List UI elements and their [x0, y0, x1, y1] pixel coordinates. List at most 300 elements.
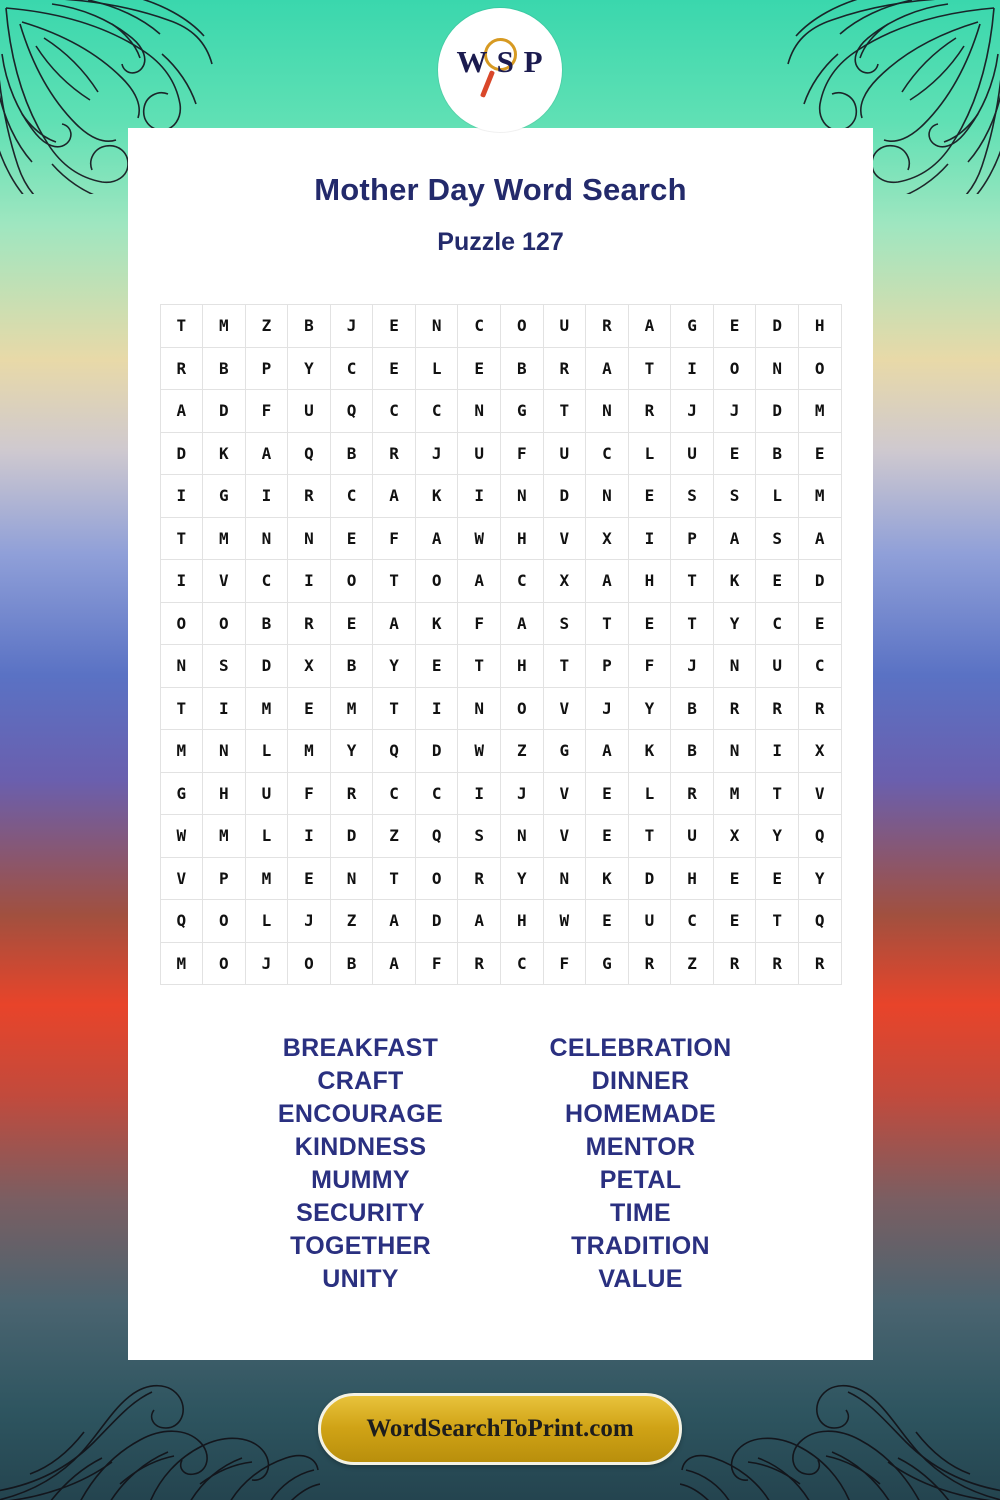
- grid-cell[interactable]: Q: [160, 900, 203, 943]
- puzzle-sheet: [128, 128, 873, 1360]
- grid-cell[interactable]: T: [586, 602, 629, 645]
- grid-cell[interactable]: E: [756, 560, 799, 603]
- grid-cell[interactable]: D: [245, 645, 288, 688]
- grid-cell[interactable]: R: [798, 687, 841, 730]
- grid-row: [160, 815, 841, 858]
- grid-cell[interactable]: X: [798, 730, 841, 773]
- grid-cell[interactable]: M: [288, 730, 331, 773]
- grid-cell[interactable]: S: [543, 602, 586, 645]
- corner-flourish-bottom-left: [0, 1344, 320, 1500]
- grid-cell[interactable]: N: [458, 687, 501, 730]
- grid-cell[interactable]: V: [543, 815, 586, 858]
- grid-cell[interactable]: C: [501, 942, 544, 985]
- grid-cell[interactable]: O: [288, 942, 331, 985]
- grid-cell[interactable]: S: [713, 475, 756, 518]
- grid-cell[interactable]: O: [203, 602, 246, 645]
- grid-cell[interactable]: N: [543, 857, 586, 900]
- grid-cell[interactable]: W: [458, 517, 501, 560]
- grid-cell[interactable]: I: [160, 475, 203, 518]
- grid-cell[interactable]: A: [458, 560, 501, 603]
- grid-cell[interactable]: L: [628, 772, 671, 815]
- grid-cell[interactable]: E: [713, 900, 756, 943]
- grid-cell[interactable]: E: [288, 857, 331, 900]
- grid-cell[interactable]: M: [203, 305, 246, 348]
- grid-cell[interactable]: B: [245, 602, 288, 645]
- grid-row: [160, 517, 841, 560]
- grid-cell[interactable]: G: [160, 772, 203, 815]
- grid-cell[interactable]: F: [458, 602, 501, 645]
- grid-cell[interactable]: Y: [288, 347, 331, 390]
- word-list-item[interactable]: VALUE: [598, 1265, 683, 1293]
- grid-cell[interactable]: A: [713, 517, 756, 560]
- word-list-item[interactable]: DINNER: [591, 1067, 690, 1095]
- grid-cell[interactable]: L: [245, 900, 288, 943]
- grid-cell[interactable]: D: [543, 475, 586, 518]
- grid-cell[interactable]: J: [501, 772, 544, 815]
- grid-cell[interactable]: T: [373, 687, 416, 730]
- grid-cell[interactable]: E: [373, 305, 416, 348]
- grid-cell[interactable]: I: [671, 347, 714, 390]
- site-url-badge[interactable]: [318, 1393, 682, 1465]
- grid-cell[interactable]: C: [245, 560, 288, 603]
- grid-cell[interactable]: C: [586, 432, 629, 475]
- grid-cell[interactable]: T: [756, 772, 799, 815]
- grid-cell[interactable]: G: [543, 730, 586, 773]
- grid-cell[interactable]: R: [458, 857, 501, 900]
- grid-cell[interactable]: F: [543, 942, 586, 985]
- grid-cell[interactable]: E: [415, 645, 458, 688]
- grid-cell[interactable]: X: [586, 517, 629, 560]
- word-list-item[interactable]: CRAFT: [317, 1067, 404, 1095]
- word-list-item[interactable]: HOMEMADE: [564, 1100, 716, 1128]
- grid-cell[interactable]: C: [501, 560, 544, 603]
- grid-cell[interactable]: R: [543, 347, 586, 390]
- grid-cell[interactable]: I: [458, 475, 501, 518]
- grid-cell[interactable]: J: [415, 432, 458, 475]
- word-list-column-2: [501, 1032, 781, 1296]
- grid-cell[interactable]: T: [160, 517, 203, 560]
- grid-cell[interactable]: B: [330, 645, 373, 688]
- grid-cell[interactable]: N: [245, 517, 288, 560]
- grid-cell[interactable]: E: [586, 900, 629, 943]
- grid-cell[interactable]: H: [203, 772, 246, 815]
- grid-cell[interactable]: C: [756, 602, 799, 645]
- grid-cell[interactable]: F: [628, 645, 671, 688]
- grid-cell[interactable]: E: [798, 602, 841, 645]
- grid-cell[interactable]: P: [203, 857, 246, 900]
- grid-cell[interactable]: N: [288, 517, 331, 560]
- grid-cell[interactable]: P: [586, 645, 629, 688]
- word-list-item[interactable]: SECURITY: [296, 1199, 425, 1227]
- grid-cell[interactable]: M: [160, 942, 203, 985]
- grid-cell[interactable]: O: [330, 560, 373, 603]
- grid-cell[interactable]: O: [203, 942, 246, 985]
- grid-cell[interactable]: W: [160, 815, 203, 858]
- grid-cell[interactable]: V: [203, 560, 246, 603]
- grid-cell[interactable]: H: [628, 560, 671, 603]
- grid-cell[interactable]: F: [501, 432, 544, 475]
- grid-cell[interactable]: O: [798, 347, 841, 390]
- grid-cell[interactable]: I: [458, 772, 501, 815]
- word-list-item[interactable]: TIME: [610, 1199, 671, 1227]
- grid-cell[interactable]: A: [586, 560, 629, 603]
- word-list-item[interactable]: UNITY: [322, 1265, 399, 1293]
- grid-row: [160, 900, 841, 943]
- grid-cell[interactable]: N: [501, 815, 544, 858]
- grid-cell[interactable]: E: [586, 772, 629, 815]
- grid-cell[interactable]: E: [798, 432, 841, 475]
- word-list-item[interactable]: TRADITION: [571, 1232, 710, 1260]
- grid-cell[interactable]: X: [288, 645, 331, 688]
- grid-cell[interactable]: A: [373, 475, 416, 518]
- grid-cell[interactable]: Y: [713, 602, 756, 645]
- grid-cell[interactable]: A: [586, 347, 629, 390]
- word-list-item[interactable]: KINDNESS: [294, 1133, 427, 1161]
- grid-cell[interactable]: F: [288, 772, 331, 815]
- word-list-item[interactable]: TOGETHER: [290, 1232, 431, 1260]
- grid-cell[interactable]: R: [756, 687, 799, 730]
- grid-cell[interactable]: M: [245, 857, 288, 900]
- grid-cell[interactable]: W: [543, 900, 586, 943]
- grid-cell[interactable]: N: [756, 347, 799, 390]
- grid-cell[interactable]: I: [245, 475, 288, 518]
- grid-cell[interactable]: E: [458, 347, 501, 390]
- grid-cell[interactable]: G: [501, 390, 544, 433]
- grid-row: [160, 602, 841, 645]
- grid-cell[interactable]: R: [671, 772, 714, 815]
- grid-cell[interactable]: D: [415, 900, 458, 943]
- grid-cell[interactable]: I: [628, 517, 671, 560]
- grid-cell[interactable]: J: [288, 900, 331, 943]
- grid-cell[interactable]: B: [671, 687, 714, 730]
- grid-cell[interactable]: E: [586, 815, 629, 858]
- grid-cell[interactable]: A: [798, 517, 841, 560]
- grid-cell[interactable]: T: [543, 645, 586, 688]
- grid-cell[interactable]: L: [245, 815, 288, 858]
- grid-cell[interactable]: K: [415, 475, 458, 518]
- grid-cell[interactable]: M: [245, 687, 288, 730]
- grid-cell[interactable]: E: [373, 347, 416, 390]
- grid-cell[interactable]: J: [245, 942, 288, 985]
- grid-cell[interactable]: J: [330, 305, 373, 348]
- grid-cell[interactable]: U: [671, 815, 714, 858]
- grid-cell[interactable]: T: [458, 645, 501, 688]
- grid-cell[interactable]: T: [160, 305, 203, 348]
- grid-cell[interactable]: H: [501, 517, 544, 560]
- grid-cell[interactable]: V: [160, 857, 203, 900]
- grid-cell[interactable]: M: [203, 815, 246, 858]
- grid-cell[interactable]: H: [501, 645, 544, 688]
- grid-cell[interactable]: D: [415, 730, 458, 773]
- grid-cell[interactable]: I: [288, 560, 331, 603]
- grid-cell[interactable]: I: [415, 687, 458, 730]
- grid-cell[interactable]: L: [415, 347, 458, 390]
- grid-cell[interactable]: O: [713, 347, 756, 390]
- grid-cell[interactable]: I: [160, 560, 203, 603]
- grid-cell[interactable]: C: [415, 390, 458, 433]
- grid-cell[interactable]: O: [415, 857, 458, 900]
- grid-cell[interactable]: E: [713, 432, 756, 475]
- grid-row: [160, 560, 841, 603]
- grid-cell[interactable]: M: [330, 687, 373, 730]
- grid-cell[interactable]: R: [373, 432, 416, 475]
- grid-cell[interactable]: H: [798, 305, 841, 348]
- grid-cell[interactable]: Q: [415, 815, 458, 858]
- grid-cell[interactable]: E: [330, 517, 373, 560]
- grid-cell[interactable]: J: [713, 390, 756, 433]
- grid-cell[interactable]: N: [586, 390, 629, 433]
- grid-cell[interactable]: Y: [501, 857, 544, 900]
- grid-cell[interactable]: N: [713, 730, 756, 773]
- grid-cell[interactable]: D: [756, 305, 799, 348]
- grid-cell[interactable]: R: [458, 942, 501, 985]
- grid-cell[interactable]: Q: [288, 432, 331, 475]
- grid-row: [160, 432, 841, 475]
- grid-cell[interactable]: Z: [671, 942, 714, 985]
- grid-cell[interactable]: N: [713, 645, 756, 688]
- grid-cell[interactable]: W: [458, 730, 501, 773]
- grid-cell[interactable]: Z: [330, 900, 373, 943]
- grid-cell[interactable]: I: [756, 730, 799, 773]
- grid-cell[interactable]: B: [756, 432, 799, 475]
- grid-cell[interactable]: R: [330, 772, 373, 815]
- grid-cell[interactable]: O: [203, 900, 246, 943]
- grid-cell[interactable]: O: [415, 560, 458, 603]
- grid-cell[interactable]: T: [160, 687, 203, 730]
- grid-cell[interactable]: O: [501, 305, 544, 348]
- grid-row: [160, 305, 841, 348]
- grid-cell[interactable]: R: [628, 942, 671, 985]
- grid-cell[interactable]: S: [756, 517, 799, 560]
- grid-cell[interactable]: P: [245, 347, 288, 390]
- grid-cell[interactable]: T: [543, 390, 586, 433]
- grid-cell[interactable]: E: [628, 475, 671, 518]
- grid-cell[interactable]: D: [798, 560, 841, 603]
- grid-cell[interactable]: R: [288, 602, 331, 645]
- grid-cell[interactable]: Q: [798, 815, 841, 858]
- grid-cell[interactable]: T: [373, 560, 416, 603]
- word-list-item[interactable]: MUMMY: [311, 1166, 410, 1194]
- grid-row: [160, 347, 841, 390]
- grid-row: [160, 772, 841, 815]
- grid-cell[interactable]: C: [415, 772, 458, 815]
- grid-cell[interactable]: L: [628, 432, 671, 475]
- grid-cell[interactable]: A: [245, 432, 288, 475]
- grid-cell[interactable]: F: [245, 390, 288, 433]
- word-list-item[interactable]: PETAL: [599, 1166, 682, 1194]
- grid-row: [160, 730, 841, 773]
- grid-cell[interactable]: A: [373, 900, 416, 943]
- grid-cell[interactable]: R: [586, 305, 629, 348]
- grid-cell[interactable]: J: [671, 645, 714, 688]
- grid-cell[interactable]: B: [330, 942, 373, 985]
- grid-row: [160, 857, 841, 900]
- grid-cell[interactable]: M: [203, 517, 246, 560]
- grid-cell[interactable]: L: [756, 475, 799, 518]
- grid-cell[interactable]: R: [713, 942, 756, 985]
- grid-cell[interactable]: N: [415, 305, 458, 348]
- grid-cell[interactable]: U: [756, 645, 799, 688]
- grid-cell[interactable]: X: [543, 560, 586, 603]
- grid-cell[interactable]: B: [288, 305, 331, 348]
- grid-cell[interactable]: N: [501, 475, 544, 518]
- grid-cell[interactable]: A: [415, 517, 458, 560]
- grid-cell[interactable]: R: [628, 390, 671, 433]
- grid-row: [160, 942, 841, 985]
- grid-cell[interactable]: K: [203, 432, 246, 475]
- grid-cell[interactable]: Q: [330, 390, 373, 433]
- word-search-grid[interactable]: [160, 304, 842, 985]
- grid-cell[interactable]: K: [713, 560, 756, 603]
- grid-cell[interactable]: U: [288, 390, 331, 433]
- grid-cell[interactable]: R: [713, 687, 756, 730]
- page-title: Mother Day Word Search: [314, 172, 687, 207]
- grid-cell[interactable]: A: [501, 602, 544, 645]
- grid-cell[interactable]: C: [671, 900, 714, 943]
- grid-cell[interactable]: U: [543, 305, 586, 348]
- grid-cell[interactable]: T: [671, 560, 714, 603]
- grid-cell[interactable]: U: [245, 772, 288, 815]
- word-list-item[interactable]: CELEBRATION: [549, 1034, 732, 1062]
- grid-cell[interactable]: B: [501, 347, 544, 390]
- grid-cell[interactable]: V: [543, 687, 586, 730]
- grid-cell[interactable]: C: [798, 645, 841, 688]
- grid-cell[interactable]: E: [288, 687, 331, 730]
- grid-cell[interactable]: S: [671, 475, 714, 518]
- grid-cell[interactable]: T: [628, 347, 671, 390]
- grid-cell[interactable]: P: [671, 517, 714, 560]
- grid-cell[interactable]: J: [671, 390, 714, 433]
- grid-cell[interactable]: T: [628, 815, 671, 858]
- word-list-column-1: [221, 1032, 501, 1296]
- grid-cell[interactable]: N: [160, 645, 203, 688]
- grid-cell[interactable]: K: [586, 857, 629, 900]
- site-url-label: WordSearchToPrint.com: [366, 1415, 634, 1442]
- grid-cell[interactable]: U: [628, 900, 671, 943]
- grid-cell[interactable]: A: [373, 602, 416, 645]
- grid-cell[interactable]: G: [203, 475, 246, 518]
- grid-cell[interactable]: A: [160, 390, 203, 433]
- grid-cell[interactable]: S: [458, 815, 501, 858]
- grid-row: [160, 687, 841, 730]
- grid-cell[interactable]: A: [373, 942, 416, 985]
- grid-cell[interactable]: Z: [501, 730, 544, 773]
- grid-cell[interactable]: I: [203, 687, 246, 730]
- site-logo[interactable]: [438, 8, 562, 132]
- grid-cell[interactable]: I: [288, 815, 331, 858]
- word-list-item[interactable]: MENTOR: [585, 1133, 696, 1161]
- grid-cell[interactable]: C: [373, 772, 416, 815]
- grid-cell[interactable]: F: [415, 942, 458, 985]
- grid-cell[interactable]: K: [415, 602, 458, 645]
- grid-cell[interactable]: E: [713, 857, 756, 900]
- grid-cell[interactable]: L: [245, 730, 288, 773]
- grid-row: [160, 390, 841, 433]
- grid-cell[interactable]: M: [798, 390, 841, 433]
- grid-cell[interactable]: B: [671, 730, 714, 773]
- grid-cell[interactable]: C: [373, 390, 416, 433]
- grid-cell[interactable]: Z: [245, 305, 288, 348]
- grid-cell[interactable]: K: [628, 730, 671, 773]
- grid-cell[interactable]: G: [586, 942, 629, 985]
- grid-cell[interactable]: D: [628, 857, 671, 900]
- grid-row: [160, 645, 841, 688]
- grid-cell[interactable]: A: [586, 730, 629, 773]
- grid-cell[interactable]: T: [373, 857, 416, 900]
- grid-cell[interactable]: J: [586, 687, 629, 730]
- grid-cell[interactable]: M: [798, 475, 841, 518]
- corner-flourish-bottom-right: [680, 1344, 1000, 1500]
- grid-cell[interactable]: A: [628, 305, 671, 348]
- word-list: [128, 1032, 873, 1296]
- grid-cell[interactable]: B: [203, 347, 246, 390]
- grid-cell[interactable]: T: [756, 900, 799, 943]
- logo-text: W S P: [456, 44, 544, 79]
- grid-cell[interactable]: R: [160, 347, 203, 390]
- grid-cell[interactable]: Z: [373, 815, 416, 858]
- grid-cell[interactable]: B: [330, 432, 373, 475]
- grid-cell[interactable]: G: [671, 305, 714, 348]
- grid-cell[interactable]: D: [756, 390, 799, 433]
- grid-cell[interactable]: R: [756, 942, 799, 985]
- grid-cell[interactable]: C: [330, 347, 373, 390]
- grid-cell[interactable]: U: [543, 432, 586, 475]
- grid-cell[interactable]: C: [458, 305, 501, 348]
- grid-cell[interactable]: N: [458, 390, 501, 433]
- grid-cell[interactable]: M: [713, 772, 756, 815]
- grid-cell[interactable]: V: [543, 772, 586, 815]
- grid-cell[interactable]: Q: [798, 900, 841, 943]
- word-list-item[interactable]: BREAKFAST: [282, 1034, 439, 1062]
- grid-cell[interactable]: A: [458, 900, 501, 943]
- grid-cell[interactable]: Y: [756, 815, 799, 858]
- grid-cell[interactable]: C: [330, 475, 373, 518]
- grid-cell[interactable]: E: [713, 305, 756, 348]
- grid-cell[interactable]: O: [501, 687, 544, 730]
- grid-cell[interactable]: M: [160, 730, 203, 773]
- grid-cell[interactable]: N: [586, 475, 629, 518]
- grid-cell[interactable]: T: [671, 602, 714, 645]
- grid-cell[interactable]: E: [330, 602, 373, 645]
- grid-cell[interactable]: H: [501, 900, 544, 943]
- grid-cell[interactable]: V: [543, 517, 586, 560]
- grid-cell[interactable]: R: [288, 475, 331, 518]
- grid-cell[interactable]: X: [713, 815, 756, 858]
- word-list-item[interactable]: ENCOURAGE: [277, 1100, 444, 1128]
- grid-cell[interactable]: Y: [373, 645, 416, 688]
- grid-cell[interactable]: Y: [330, 730, 373, 773]
- grid-cell[interactable]: Q: [373, 730, 416, 773]
- grid-cell[interactable]: D: [160, 432, 203, 475]
- grid-cell[interactable]: S: [203, 645, 246, 688]
- grid-cell[interactable]: H: [671, 857, 714, 900]
- grid-cell[interactable]: U: [458, 432, 501, 475]
- grid-cell[interactable]: D: [203, 390, 246, 433]
- grid-cell[interactable]: R: [798, 942, 841, 985]
- grid-cell[interactable]: N: [330, 857, 373, 900]
- grid-cell[interactable]: D: [330, 815, 373, 858]
- grid-cell[interactable]: E: [756, 857, 799, 900]
- grid-cell[interactable]: E: [628, 602, 671, 645]
- grid-cell[interactable]: F: [373, 517, 416, 560]
- grid-cell[interactable]: Y: [798, 857, 841, 900]
- grid-cell[interactable]: N: [203, 730, 246, 773]
- grid-cell[interactable]: U: [671, 432, 714, 475]
- grid-cell[interactable]: O: [160, 602, 203, 645]
- grid-row: [160, 475, 841, 518]
- grid-cell[interactable]: Y: [628, 687, 671, 730]
- grid-cell[interactable]: V: [798, 772, 841, 815]
